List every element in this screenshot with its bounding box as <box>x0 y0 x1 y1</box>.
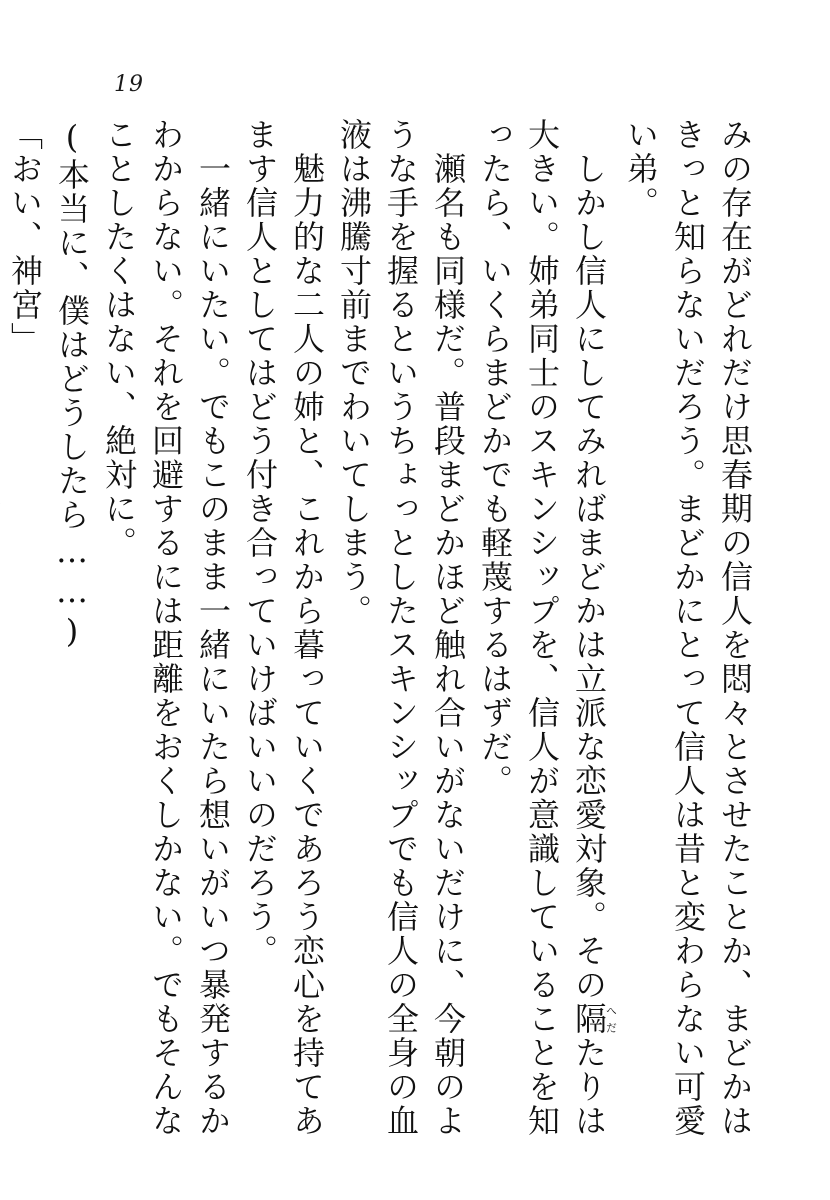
paragraph-3: 瀬名も同様だ。普段まどかほど触れ合いがないだけに、今朝のような手を握るというちょっとしたスキンシップでも信人の全身の血液は沸騰寸前までわいてしまう。 <box>335 118 467 1138</box>
paragraph-4: 魅力的な二人の姉と、これから暮っていくであろう恋心を持てあます信人としてはどう付き合っていけばいいのだろう。 <box>241 118 326 1138</box>
paragraph-1: みの存在がどれだけ思春期の信人を悶々とさせたことか、まどかはきっと知らないだろう。まどかにとって信人は昔と変わらない可愛い弟。 <box>622 118 754 1138</box>
paragraph-5: 一緒にいたい。でもこのまま一緒にいたら想いがいつ暴発するかわからない。それを回避するには距離をおくしかない。でもそんなことしたくはない、絶対に。 <box>100 118 232 1138</box>
vertical-text-body <box>0 118 758 1158</box>
paragraph-7: 「おい、神宮」 <box>6 118 44 356</box>
paragraph-2 <box>471 118 617 1158</box>
ruby-hedate: 隔へだ <box>570 1002 618 1036</box>
paragraph-2-part-a: しかし信人にしてみればまどかは立派な恋愛対象。その <box>570 118 608 1002</box>
page-number: 19 <box>114 72 144 97</box>
paragraph-2-part-b: たりは大きい。姉弟同士のスキンシップを、信人が意識していることを知ったら、いくらまどかでも軽蔑するはずだ。 <box>476 118 608 1138</box>
paragraph-6: (本当に、僕はどうしたら……) <box>53 118 91 652</box>
